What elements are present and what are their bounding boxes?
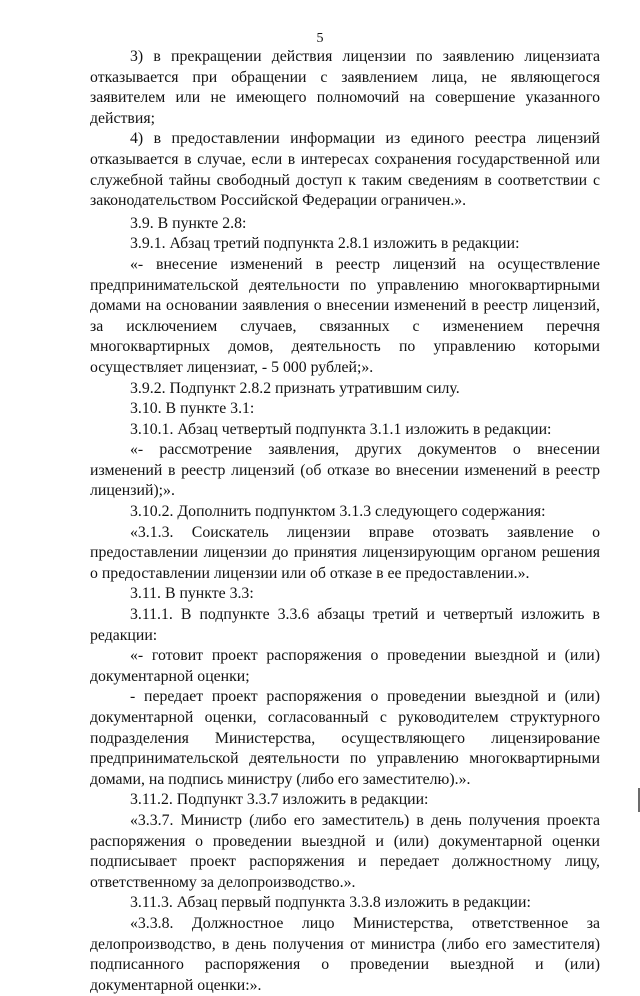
paragraph-4-registry-info: 4) в предоставлении информации из единого реестра лицензий отказывается в случае, если в интересах сохранения государственной или служебной тайны свободный доступ к таким сведениям в соответствии с законодательством Российской Федерации ограничен.». <box>90 130 600 210</box>
paragraph-3-9-1-text: «- внесение изменений в реестр лицензий на осуществление предпринимательской деятельности по управлению многоквартирными домами на основании заявления о внесении изменений в реестр лицензий, за исключением случаев, связанных с изменением перечня многоквартирных домов, деятельность по управлению которыми осуществляет лицензиат, - 5 000 рублей;». <box>90 255 600 376</box>
paragraph-3-11-2: 3.11.2. Подпункт 3.3.7 изложить в редакции: <box>130 791 429 809</box>
paragraph-3-11-1: 3.11.1. В подпункте 3.3.6 абзацы третий и четвертый изложить в редакции: <box>90 606 600 644</box>
paragraph-3-9-2: 3.9.2. Подпункт 2.8.2 признать утратившим силу. <box>130 379 460 397</box>
paragraph-3-3-7-text: «3.3.7. Министр (либо его заместитель) в день получения проекта распоряжения о проведении выездной и (или) документарной оценки подписывает проект распоряжения и передает должностному лицу, ответственному за делопроизводство.». <box>90 811 600 891</box>
paragraph-3-1-3-text: «3.1.3. Соискатель лицензии вправе отозвать заявление о предоставлении лицензии до принятия лицензирующим органом решения о предоставлении лицензии или об отказе в ее предоставлении.». <box>90 523 600 582</box>
paragraph-3-10: 3.10. В пункте 3.1: <box>130 400 255 418</box>
paragraph-3-3-8-text: «3.3.8. Должностное лицо Министерства, ответственное за делопроизводство, в день получения от министра (либо его заместителя) подписанного распоряжения о проведении выездной и (или) документарной оценки:». <box>90 914 600 994</box>
paragraph-3-9: 3.9. В пункте 2.8: <box>130 214 247 232</box>
paragraph-3-termination: 3) в прекращении действия лицензии по заявлению лицензиата отказывается при обращении с заявлением лица, не являющегося заявителем или не имеющего полномочий на совершение указанного действия; <box>90 48 600 127</box>
paragraph-3-11-1-text-b: - передает проект распоряжения о проведении выездной и (или) документарной оценки, согласованный с руководителем структурного подразделения Министерства, осуществляющего лицензирование предпринимательской деятельности по управлению многоквартирными домами, на подпись министру (либо его заместителю).». <box>90 688 600 788</box>
paragraph-3-11-3: 3.11.3. Абзац первый подпункта 3.3.8 изложить в редакции: <box>130 894 531 912</box>
paragraph-3-11: 3.11. В пункте 3.3: <box>130 585 254 603</box>
paragraph-3-10-1: 3.10.1. Абзац четвертый подпункта 3.1.1 изложить в редакции: <box>130 420 552 438</box>
page-number: 5 <box>316 31 324 46</box>
paragraph-3-11-1-text-a: «- готовит проект распоряжения о проведении выездной и (или) документарной оценки; <box>90 647 600 685</box>
paragraph-3-10-2: 3.10.2. Дополнить подпунктом 3.1.3 следующего содержания: <box>130 503 546 521</box>
paragraph-3-9-1: 3.9.1. Абзац третий подпункта 2.8.1 изложить в редакции: <box>130 235 520 253</box>
document-body <box>90 47 600 996</box>
paragraph-3-10-1-text: «- рассмотрение заявления, других документов о внесении изменений в реестр лицензий (об отказе во внесении изменений в реестр лицензий);». <box>90 441 600 500</box>
